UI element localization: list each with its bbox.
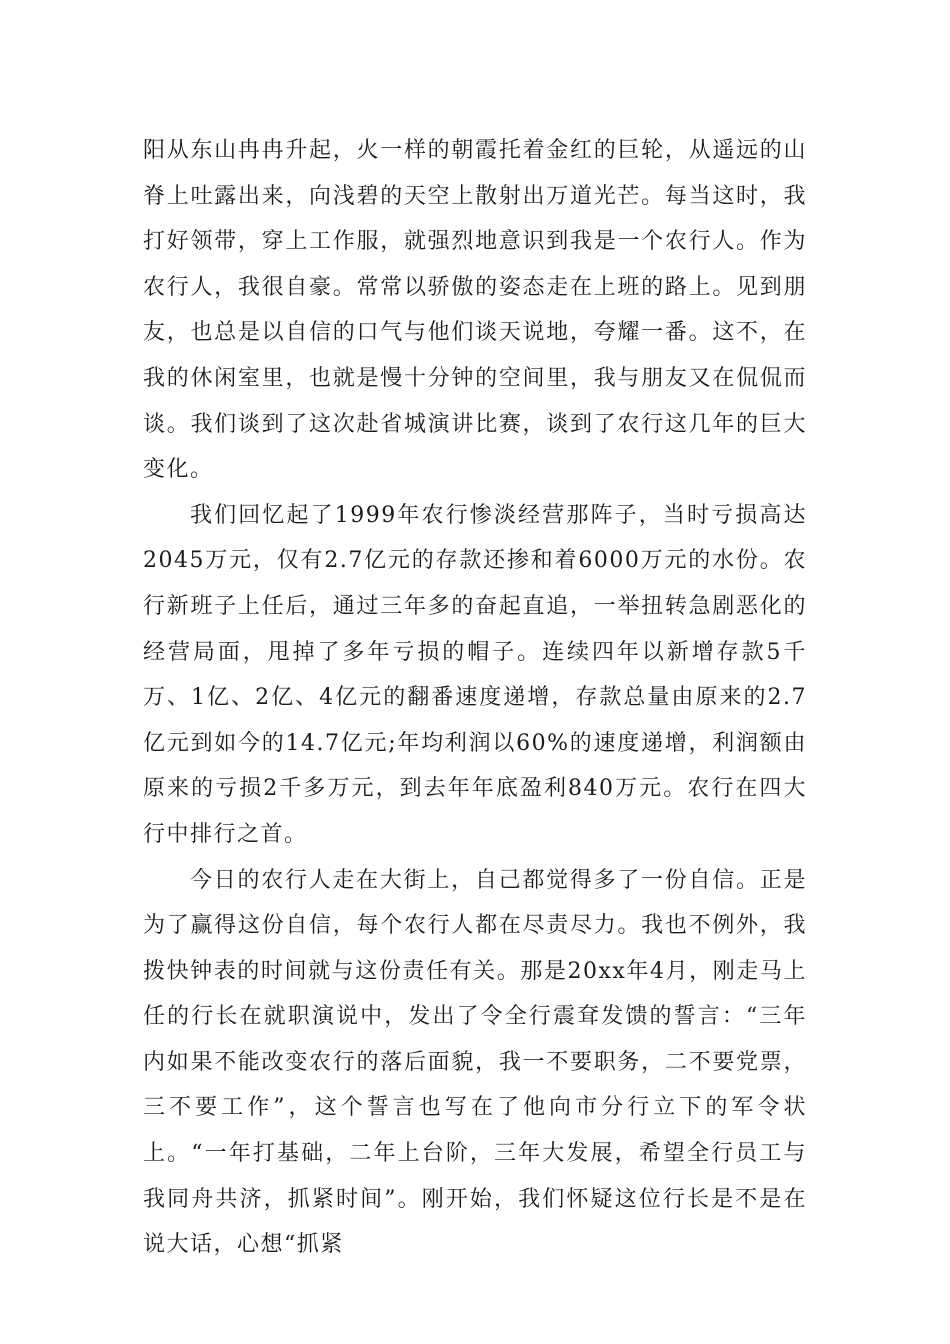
paragraph-1: 阳从东山冉冉升起，火一样的朝霞托着金红的巨轮，从遥远的山脊上吐露出来，向浅碧的天空上散射出万道光芒。每当这时，我打好领带，穿上工作服，就强烈地意识到我是一个农行人。作为农行人，我很自豪。常常以骄傲的姿态走在上班的路上。见到朋友，也总是以自信的口气与他们谈天说地，夸耀一番。这不，在我的休闲室里，也就是慢十分钟的空间里，我与朋友又在侃侃而谈。我们谈到了这次赴省城演讲比赛，谈到了农行这几年的巨大变化。 bbox=[143, 138, 807, 483]
paragraph-3: 今日的农行人走在大街上，自己都觉得多了一份自信。正是为了赢得这份自信，每个农行人都在尽责尽力。我也不例外，我拨快钟表的时间就与这份责任有关。那是20xx年4月，刚走马上任的行长在就职演说中，发出了令全行震耷发馈的誓言：“三年内如果不能改变农行的落后面貌，我一不要职务，二不要党票，三不要工作”，这个誓言也写在了他向市分行立下的军令状上。“一年打基础，二年上台阶，三年大发展，希望全行员工与我同舟共济，抓紧时间”。刚开始，我们怀疑这位行长是不是在说大话，心想“抓紧 bbox=[143, 867, 807, 1258]
paragraph-2: 我们回忆起了1999年农行惨淡经营那阵子，当时亏损高达2045万元，仅有2.7亿元的存款还掺和着6000万元的水份。农行新班子上任后，通过三年多的奋起直追，一举扭转急剧恶化的经营局面，甩掉了多年亏损的帽子。连续四年以新增存款5千万、1亿、2亿、4亿元的翻番速度递增，存款总量由原来的2.7亿元到如今的14.7亿元;年均利润以60%的速度递增，利润额由原来的亏损2千多万元，到去年年底盈利840万元。农行在四大行中排行之首。 bbox=[143, 502, 807, 847]
document-body bbox=[143, 128, 807, 1268]
